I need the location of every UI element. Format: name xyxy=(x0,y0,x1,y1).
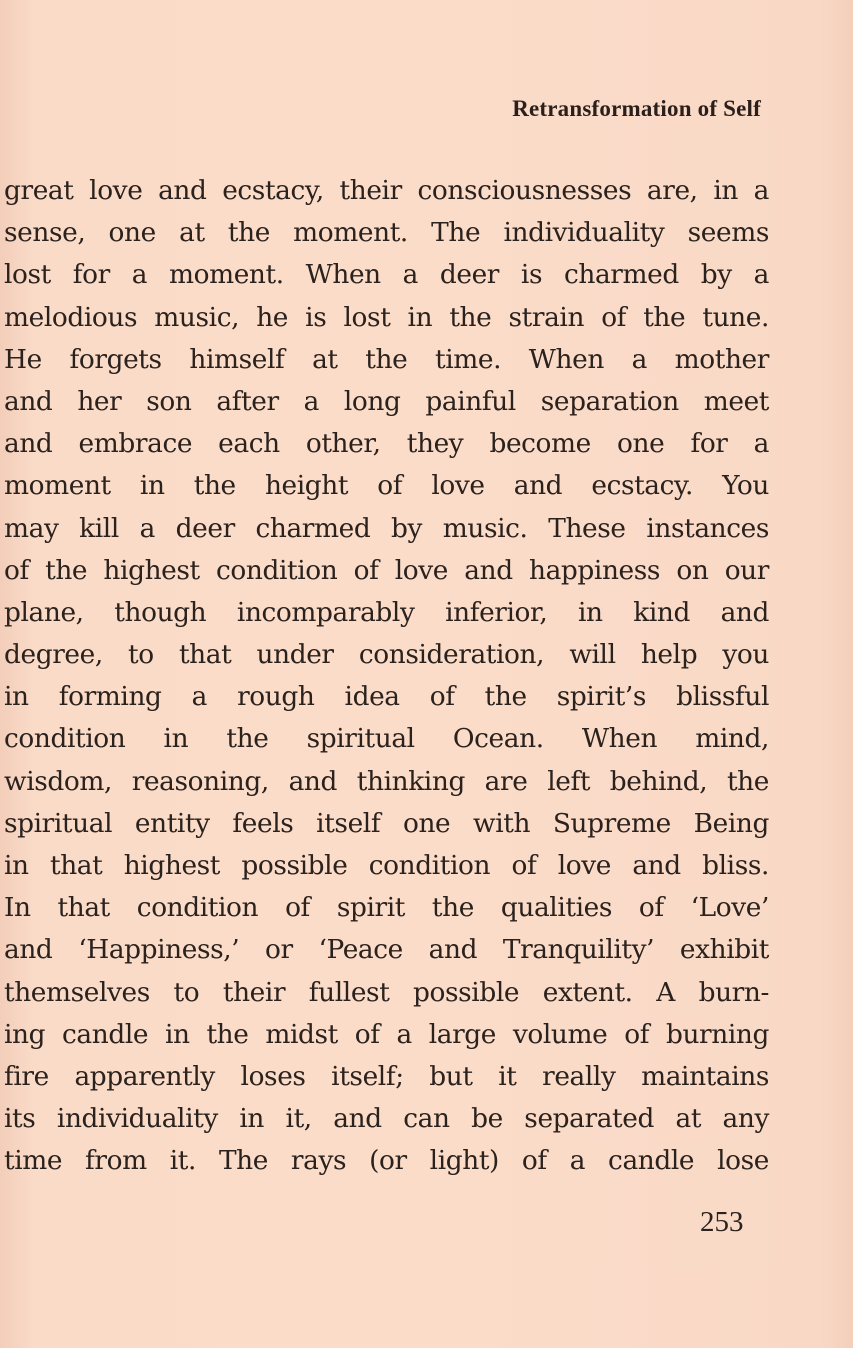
text-line: moment in the height of love and ecstacy. You xyxy=(4,470,769,502)
text-line: plane, though incomparably inferior, in kind and xyxy=(4,596,769,628)
text-line: In that condition of spirit the qualities of ‘Love’ xyxy=(4,892,769,924)
text-line: time from it. The rays (or light) of a candle lose xyxy=(4,1145,769,1177)
text-line: themselves to their fullest possible extent. A burn- xyxy=(4,976,769,1008)
text-line: its individuality in it, and can be separated at any xyxy=(4,1103,769,1135)
text-line: lost for a moment. When a deer is charmed by a xyxy=(4,259,769,291)
text-line: of the highest condition of love and happiness on our xyxy=(4,554,769,586)
text-line: degree, to that under consideration, will help you xyxy=(4,639,769,671)
text-line: sense, one at the moment. The individuality seems xyxy=(4,217,769,249)
text-line: melodious music, he is lost in the strain of the tune. xyxy=(4,301,769,333)
text-line: in forming a rough idea of the spirit’s blissful xyxy=(4,681,769,713)
text-line: spiritual entity feels itself one with Supreme Being xyxy=(4,807,769,839)
text-line: He forgets himself at the time. When a mother xyxy=(4,343,769,375)
text-line: and her son after a long painful separation meet xyxy=(4,385,769,417)
text-line: and embrace each other, they become one for a xyxy=(4,428,769,460)
text-line: wisdom, reasoning, and thinking are left behind, the xyxy=(4,765,769,797)
body-text xyxy=(4,170,769,1183)
text-line: in that highest possible condition of love and bliss. xyxy=(4,850,769,881)
text-line: fire apparently loses itself; but it really maintains xyxy=(4,1060,769,1092)
text-line: may kill a deer charmed by music. These instances xyxy=(4,512,769,544)
running-head: Retransformation of Self xyxy=(512,96,761,121)
text-line: and ‘Happiness,’ or ‘Peace and Tranquility’ exhibit xyxy=(4,934,769,966)
text-line: ing candle in the midst of a large volume of burning xyxy=(4,1018,769,1050)
page-number: 253 xyxy=(700,1206,744,1238)
text-line: great love and ecstacy, their consciousnesses are, in a xyxy=(4,175,769,206)
text-line: condition in the spiritual Ocean. When mind, xyxy=(4,723,769,755)
